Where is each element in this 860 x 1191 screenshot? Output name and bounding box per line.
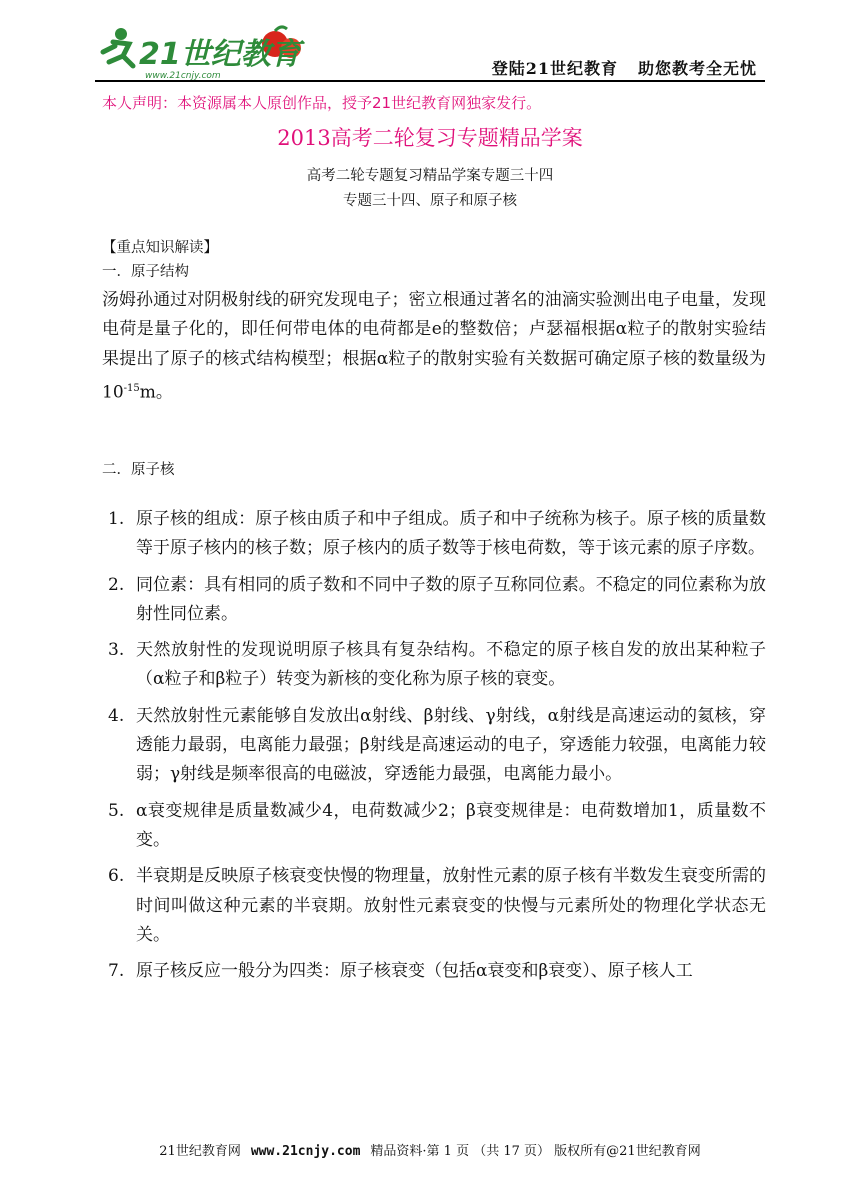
footer-site: 21世纪教育网 [159, 1144, 241, 1159]
list-item [102, 702, 766, 790]
subtitle-series: 高考二轮专题复习精品学案专题三十四 [306, 168, 554, 184]
section2-heading: 二．原子核 [102, 462, 175, 478]
item-text: 半衰期是反映原子核衰变快慢的物理量，放射性元素的原子核有半数发生衰变所需的时间叫做这种元素的半衰期。放射性元素衰变的快慢与元素所处的物理化学状态无关。 [136, 866, 766, 945]
item-text: α衰变规律是质量数减少4，电荷数减少2；β衰变规律是：电荷数增加1，质量数不变。 [136, 800, 766, 850]
unit: m。 [139, 382, 173, 403]
section1-paragraph [102, 286, 766, 408]
item-number: 6. [108, 866, 125, 887]
logo-text: 21世纪教育 [139, 37, 301, 72]
header-divider [95, 80, 765, 82]
slogan-left: 登陆21世纪教育 [491, 59, 618, 78]
item-number: 5. [108, 800, 125, 821]
list-item [102, 797, 766, 856]
footer-url-link[interactable]: www.21cnjy.com [250, 1144, 361, 1159]
slogan-right: 助您教考全无忧 [637, 59, 757, 78]
list-item [102, 636, 766, 695]
section1-heading: 一．原子结构 [102, 264, 189, 280]
header-slogan [472, 56, 757, 79]
copyright-notice: 本人声明：本资源属本人原创作品，授予21世纪教育网独家发行。 [102, 94, 542, 112]
item-text: 天然放射性元素能够自发放出α射线、β射线、γ射线，α射线是高速运动的氦核，穿透能力最弱，电离能力最强；β射线是高速运动的电子，穿透能力较强，电离能力较弱；γ射线是频率很高的电磁波，穿透能力最强，电离能力最小。 [136, 705, 766, 785]
subtitle-topic: 专题三十四、原子和原子核 [343, 193, 517, 209]
footer-info: 精品资料·第 1 页 （共 17 页） 版权所有@21世纪教育网 [370, 1144, 701, 1159]
page-footer [0, 1140, 860, 1159]
logo-21cnjy [95, 22, 305, 82]
section1-text: 汤姆孙通过对阴极射线的研究发现电子；密立根通过著名的油滴实验测出电子电量，发现电荷是量子化的，即任何带电体的电荷都是e的整数倍；卢瑟福根据α粒子的散射实验结果提出了原子的核式结构模型；根据α粒子的散射实验有关数据可确定原子核的数量级为10 [102, 290, 766, 403]
item-number: 4. [108, 705, 125, 726]
list-item [102, 571, 766, 630]
list-item [102, 862, 766, 950]
item-text: 天然放射性的发现说明原子核具有复杂结构。不稳定的原子核自发的放出某种粒子（α粒子和β粒子）转变为新核的变化称为原子核的衰变。 [136, 640, 766, 690]
item-number: 1. [108, 509, 125, 529]
list-item [102, 505, 766, 564]
item-number: 7. [108, 961, 125, 982]
atomic-nucleus-list [102, 505, 766, 993]
section-key-label: 【重点知识解读】 [102, 240, 218, 256]
logo-url: www.21cnjy.com [145, 71, 221, 81]
item-text: 原子核反应一般分为四类：原子核衰变（包括α衰变和β衰变）、原子核人工 [136, 961, 693, 982]
exponent: -15 [123, 382, 140, 394]
item-text: 原子核的组成：原子核由质子和中子组成。质子和中子统称为核子。原子核的质量数等于原子核内的核子数；原子核内的质子数等于核电荷数，等于该元素的原子序数。 [136, 509, 766, 559]
item-number: 3. [108, 640, 125, 661]
item-number: 2. [108, 574, 125, 595]
list-item [102, 957, 766, 986]
page-header [95, 22, 765, 84]
item-text: 同位素：具有相同的质子数和不同中子数的原子互称同位素。不稳定的同位素称为放射性同位素。 [136, 574, 766, 624]
page-title: 2013高考二轮复习专题精品学案 [277, 126, 583, 150]
runner-icon [115, 28, 127, 40]
